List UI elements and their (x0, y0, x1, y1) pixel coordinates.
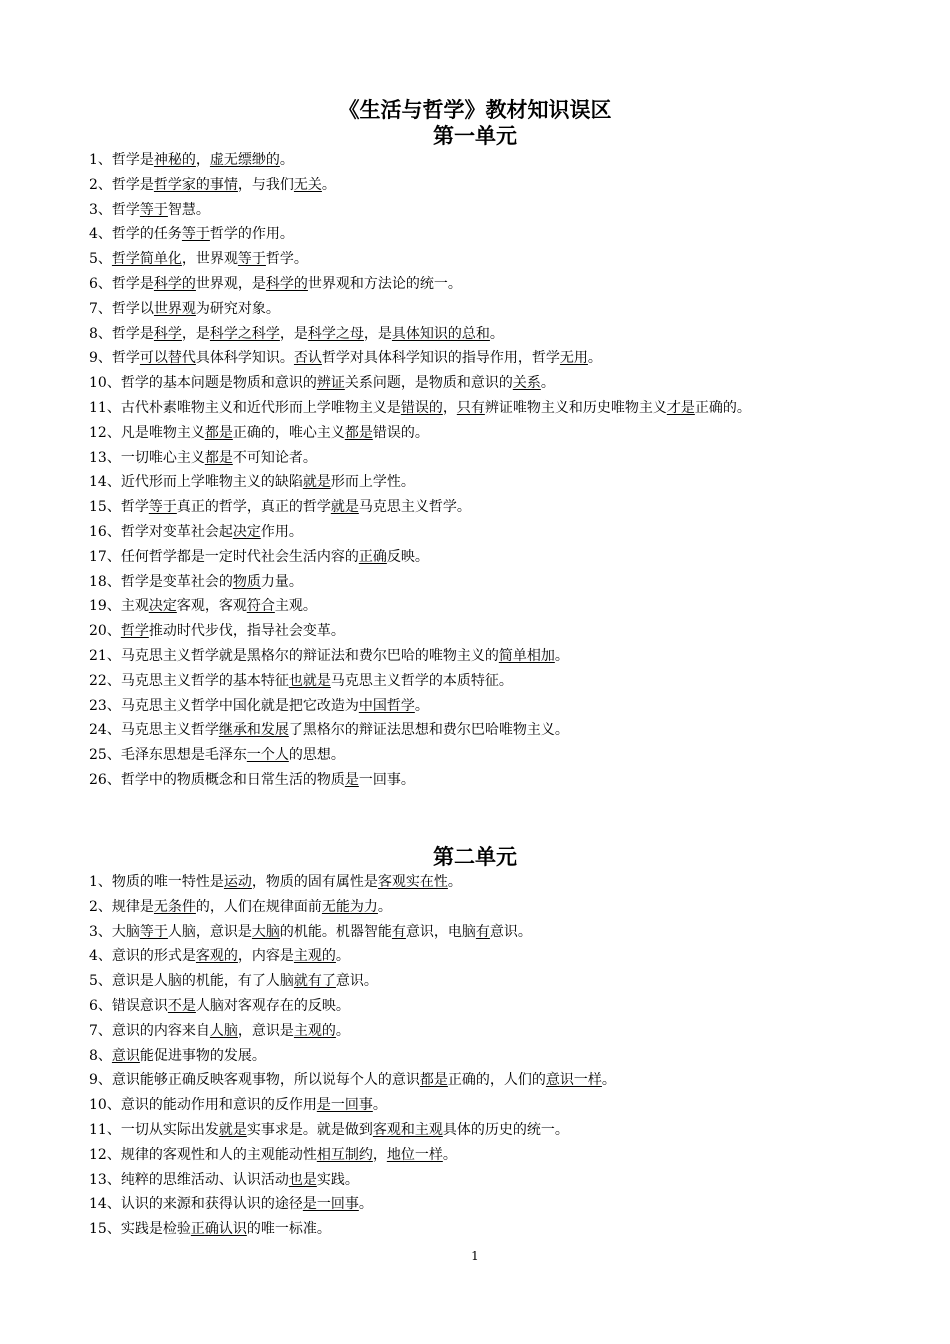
item-text: ，是 (363, 325, 392, 342)
item-text: 。 (414, 697, 429, 714)
list-item (89, 545, 929, 570)
underlined-phrase: 科学的 (153, 275, 196, 292)
item-text: 14、认识的来源和获得认识的途径 (89, 1196, 303, 1213)
underlined-phrase: 是一回事 (302, 1196, 359, 1213)
list-item (89, 743, 929, 768)
underlined-phrase: 都是 (419, 1072, 448, 1089)
list-item (89, 895, 929, 920)
item-text: 9、哲学 (89, 350, 140, 367)
item-text: 1、哲学是 (89, 152, 154, 168)
item-text: 。 (377, 898, 392, 915)
item-text: 5、意识是人脑的机能，有了人脑 (89, 973, 294, 990)
item-text: 关系问题，是物质和意识的 (344, 375, 513, 392)
unit-1-list (89, 148, 929, 793)
item-text: ， (372, 1146, 387, 1163)
underlined-phrase: 等于 (148, 499, 177, 516)
item-text: 15、实践是检验 (89, 1221, 191, 1238)
item-text: 15、哲学 (89, 499, 149, 516)
item-text: 为研究对象。 (195, 300, 280, 317)
item-text: 6、哲学是 (89, 275, 154, 292)
page-number: 1 (471, 1249, 479, 1263)
item-text: 4、哲学的任务 (89, 226, 182, 243)
item-text: 25、毛泽东思想是毛泽东 (89, 747, 247, 764)
list-item (89, 718, 929, 743)
item-text: 哲学对具体科学知识的指导作用，哲学 (321, 350, 560, 367)
item-text: 一回事。 (358, 771, 415, 788)
underlined-phrase: 大脑 (251, 923, 280, 940)
underlined-phrase: 关系 (512, 375, 541, 392)
list-item (89, 669, 929, 694)
underlined-phrase: 虚无缥缈的 (209, 152, 280, 168)
item-text: 。 (554, 647, 569, 664)
item-text: 能促进事物的发展。 (139, 1047, 266, 1064)
item-text: 21、马克思主义哲学就是黑格尔的辩证法和费尔巴哈的唯物主义的 (89, 647, 499, 664)
list-item (89, 520, 929, 545)
item-text: 哲学。 (265, 251, 308, 268)
item-text: 23、马克思主义哲学中国化就是把它改造为 (89, 697, 359, 714)
list-item (89, 222, 929, 247)
list-item (89, 1019, 929, 1044)
item-text: 智慧。 (167, 201, 210, 218)
item-text: 人脑对客观存在的反映。 (195, 997, 350, 1014)
underlined-phrase: 才是 (666, 399, 695, 416)
item-text: ， (442, 399, 457, 416)
underlined-phrase: 哲学简单化 (111, 251, 182, 268)
underlined-phrase: 具体知识的总和 (391, 325, 490, 342)
item-text: 2、规律是 (89, 898, 154, 915)
item-text: 12、凡是唯物主义 (89, 424, 205, 441)
underlined-phrase: 有 (475, 923, 490, 940)
underlined-phrase: 物质 (232, 573, 261, 590)
item-text: 18、哲学是变革社会的 (89, 573, 233, 590)
underlined-phrase: 等于 (139, 201, 168, 218)
item-text: 。 (601, 1072, 616, 1089)
item-text: 马克思主义哲学。 (358, 499, 471, 516)
item-text: 。 (447, 874, 462, 890)
item-text: 实践。 (316, 1171, 359, 1188)
item-text: 13、纯粹的思维活动、认识活动 (89, 1171, 289, 1188)
list-item (89, 1168, 929, 1193)
underlined-phrase: 客观实在性 (377, 874, 448, 890)
list-item (89, 594, 929, 619)
item-text: 4、意识的形式是 (89, 948, 196, 965)
item-text: 5、 (89, 251, 112, 268)
item-text: 哲学的作用。 (209, 226, 294, 243)
item-text: 了黑格尔的辩证法思想和费尔巴哈唯物主义。 (288, 722, 569, 739)
unit-2-list (89, 870, 929, 1242)
underlined-phrase: 符合 (246, 598, 275, 615)
item-text: 的，人们在规律面前 (195, 898, 322, 915)
item-text: 的唯一标准。 (246, 1221, 331, 1238)
item-text: 的机能。机器智能 (279, 923, 392, 940)
underlined-phrase: 就有了 (293, 973, 336, 990)
item-text: ， (195, 152, 210, 168)
underlined-phrase: 主观的 (293, 1022, 336, 1039)
item-text: 3、大脑 (89, 923, 140, 940)
item-text: 。 (279, 152, 294, 168)
item-text: 13、一切唯心主义 (89, 449, 205, 466)
item-text: ，物质的固有属性是 (251, 874, 378, 890)
underlined-phrase: 无关 (293, 176, 322, 193)
underlined-phrase: 客观的 (195, 948, 238, 965)
item-text: 22、马克思主义哲学的基本特征 (89, 672, 289, 689)
list-item (89, 495, 929, 520)
list-item (89, 644, 929, 669)
underlined-phrase: 世界观 (153, 300, 196, 317)
underlined-phrase: 神秘的 (153, 152, 196, 168)
list-item (89, 994, 929, 1019)
item-text: 16、哲学对变革社会起 (89, 523, 233, 540)
item-text: 9、意识能够正确反映客观事物，所以说每个人的意识 (89, 1072, 420, 1089)
underlined-phrase: 决定 (232, 523, 261, 540)
list-item (89, 1118, 929, 1143)
underlined-phrase: 无条件 (153, 898, 196, 915)
underlined-phrase: 都是 (204, 449, 233, 466)
item-text: 26、哲学中的物质概念和日常生活的物质 (89, 771, 345, 788)
underlined-phrase: 等于 (139, 923, 168, 940)
underlined-phrase: 科学之母 (307, 325, 364, 342)
item-text: 14、近代形而上学唯物主义的缺陷 (89, 474, 303, 491)
item-text: 的思想。 (288, 747, 345, 764)
item-text: ，意识是 (237, 1022, 294, 1039)
list-item (89, 198, 929, 223)
list-item (89, 272, 929, 297)
underlined-phrase: 科学 (153, 325, 182, 342)
item-text: 具体科学知识。 (195, 350, 294, 367)
item-text: 意识。 (489, 923, 532, 940)
underlined-phrase: 意识 (111, 1047, 140, 1064)
underlined-phrase: 运动 (223, 874, 252, 890)
item-text: 实事求是。就是做到 (246, 1121, 373, 1138)
list-item (89, 944, 929, 969)
underlined-phrase: 否认 (293, 350, 322, 367)
item-text: 意识，电脑 (405, 923, 476, 940)
underlined-phrase: 也是 (288, 1171, 317, 1188)
item-text: 6、错误意识 (89, 997, 168, 1014)
item-text: 正确的，人们的 (447, 1072, 546, 1089)
item-text: 形而上学性。 (330, 474, 415, 491)
list-item (89, 619, 929, 644)
underlined-phrase: 决定 (148, 598, 177, 615)
underlined-phrase: 都是 (344, 424, 373, 441)
item-text: 作用。 (260, 523, 303, 540)
item-text: 辨证唯物主义和历史唯物主义 (484, 399, 667, 416)
item-text: 19、主观 (89, 598, 149, 615)
underlined-phrase: 也就是 (288, 672, 331, 689)
item-text: 12、规律的客观性和人的主观能动性 (89, 1146, 317, 1163)
item-text: 。 (540, 375, 555, 392)
list-item (89, 322, 929, 347)
underlined-phrase: 辨证 (316, 375, 345, 392)
item-text: 真正的哲学，真正的哲学 (176, 499, 331, 516)
item-text: 。 (442, 1146, 457, 1163)
item-text: ，内容是 (237, 948, 294, 965)
underlined-phrase: 无用 (559, 350, 588, 367)
item-text: 世界观，是 (195, 275, 266, 292)
item-text: 具体的历史的统一。 (442, 1121, 569, 1138)
list-item (89, 920, 929, 945)
list-item (89, 446, 929, 471)
list-item (89, 1143, 929, 1168)
item-text: 7、意识的内容来自 (89, 1022, 210, 1039)
item-text: 10、哲学的基本问题是物质和意识的 (89, 375, 317, 392)
list-item (89, 1093, 929, 1118)
list-item (89, 346, 929, 371)
item-text: 。 (321, 176, 336, 193)
item-text: 。 (335, 1022, 350, 1039)
item-text: 20、 (89, 623, 121, 640)
item-text: 世界观和方法论的统一。 (307, 275, 462, 292)
item-text: 正确的。 (694, 399, 751, 416)
list-item (89, 247, 929, 272)
list-item (89, 297, 929, 322)
underlined-phrase: 正确 (358, 548, 387, 565)
underlined-phrase: 一个人 (246, 747, 289, 764)
underlined-phrase: 都是 (204, 424, 233, 441)
list-item (89, 570, 929, 595)
underlined-phrase: 是一回事 (316, 1097, 373, 1114)
underlined-phrase: 正确认识 (190, 1221, 247, 1238)
item-text: ，与我们 (237, 176, 294, 193)
underlined-phrase: 可以替代 (139, 350, 196, 367)
item-text: 10、意识的能动作用和意识的反作用 (89, 1097, 317, 1114)
item-text: ，是 (181, 325, 210, 342)
unit-2-heading: 第二单元 (433, 844, 517, 869)
list-item (89, 173, 929, 198)
item-text: 。 (335, 948, 350, 965)
underlined-phrase: 科学的 (265, 275, 308, 292)
underlined-phrase: 地位一样 (386, 1146, 443, 1163)
item-text: 人脑，意识是 (167, 923, 252, 940)
underlined-phrase: 就是 (218, 1121, 247, 1138)
underlined-phrase: 哲学家的事情 (153, 176, 238, 193)
list-item (89, 396, 929, 421)
item-text: 。 (372, 1097, 387, 1114)
item-text: 11、一切从实际出发 (89, 1121, 219, 1138)
item-text: 推动时代步伐，指导社会变革。 (148, 623, 345, 640)
list-item (89, 371, 929, 396)
list-item (89, 470, 929, 495)
unit-1-heading: 第一单元 (433, 123, 517, 148)
item-text: 正确的，唯心主义 (232, 424, 345, 441)
underlined-phrase: 意识一样 (545, 1072, 602, 1089)
list-item (89, 870, 929, 895)
underlined-phrase: 无能为力 (321, 898, 378, 915)
item-text: 意识。 (335, 973, 378, 990)
list-item (89, 1217, 929, 1242)
item-text: 8、 (89, 1047, 112, 1064)
underlined-phrase: 就是 (330, 499, 359, 516)
item-text: 8、哲学是 (89, 325, 154, 342)
item-text: 反映。 (386, 548, 429, 565)
item-text: 。 (587, 350, 602, 367)
underlined-phrase: 中国哲学 (358, 697, 415, 714)
list-item (89, 421, 929, 446)
underlined-phrase: 只有 (456, 399, 485, 416)
list-item (89, 768, 929, 793)
item-text: 力量。 (260, 573, 303, 590)
item-text: 1、物质的唯一特性是 (89, 874, 224, 890)
underlined-phrase: 哲学 (120, 623, 149, 640)
item-text: ，世界观 (181, 251, 238, 268)
underlined-phrase: 相互制约 (316, 1146, 373, 1163)
item-text: 马克思主义哲学的本质特征。 (330, 672, 513, 689)
list-item (89, 1044, 929, 1069)
underlined-phrase: 就是 (302, 474, 331, 491)
list-item (89, 148, 929, 173)
list-item (89, 969, 929, 994)
underlined-phrase: 人脑 (209, 1022, 238, 1039)
underlined-phrase: 是 (344, 771, 359, 788)
document-title: 《生活与哲学》教材知识误区 (338, 97, 612, 122)
item-text: 17、任何哲学都是一定时代社会生活内容的 (89, 548, 359, 565)
item-text: 。 (489, 325, 504, 342)
underlined-phrase: 主观的 (293, 948, 336, 965)
item-text: 24、马克思主义哲学 (89, 722, 219, 739)
underlined-phrase: 科学之科学 (209, 325, 280, 342)
list-item (89, 1068, 929, 1093)
item-text: 2、哲学是 (89, 176, 154, 193)
underlined-phrase: 有 (391, 923, 406, 940)
item-text: 客观，客观 (176, 598, 247, 615)
list-item (89, 1192, 929, 1217)
list-item (89, 694, 929, 719)
underlined-phrase: 继承和发展 (218, 722, 289, 739)
underlined-phrase: 不是 (167, 997, 196, 1014)
underlined-phrase: 客观和主观 (372, 1121, 443, 1138)
underlined-phrase: 简单相加 (498, 647, 555, 664)
item-text: 主观。 (274, 598, 317, 615)
item-text: ，是 (279, 325, 308, 342)
underlined-phrase: 等于 (237, 251, 266, 268)
item-text: 3、哲学 (89, 201, 140, 218)
item-text: 7、哲学以 (89, 300, 154, 317)
item-text: 错误的。 (372, 424, 429, 441)
underlined-phrase: 等于 (181, 226, 210, 243)
item-text: 11、古代朴素唯物主义和近代形而上学唯物主义是 (89, 399, 401, 416)
item-text: 。 (358, 1196, 373, 1213)
underlined-phrase: 错误的 (400, 399, 443, 416)
item-text: 不可知论者。 (232, 449, 317, 466)
